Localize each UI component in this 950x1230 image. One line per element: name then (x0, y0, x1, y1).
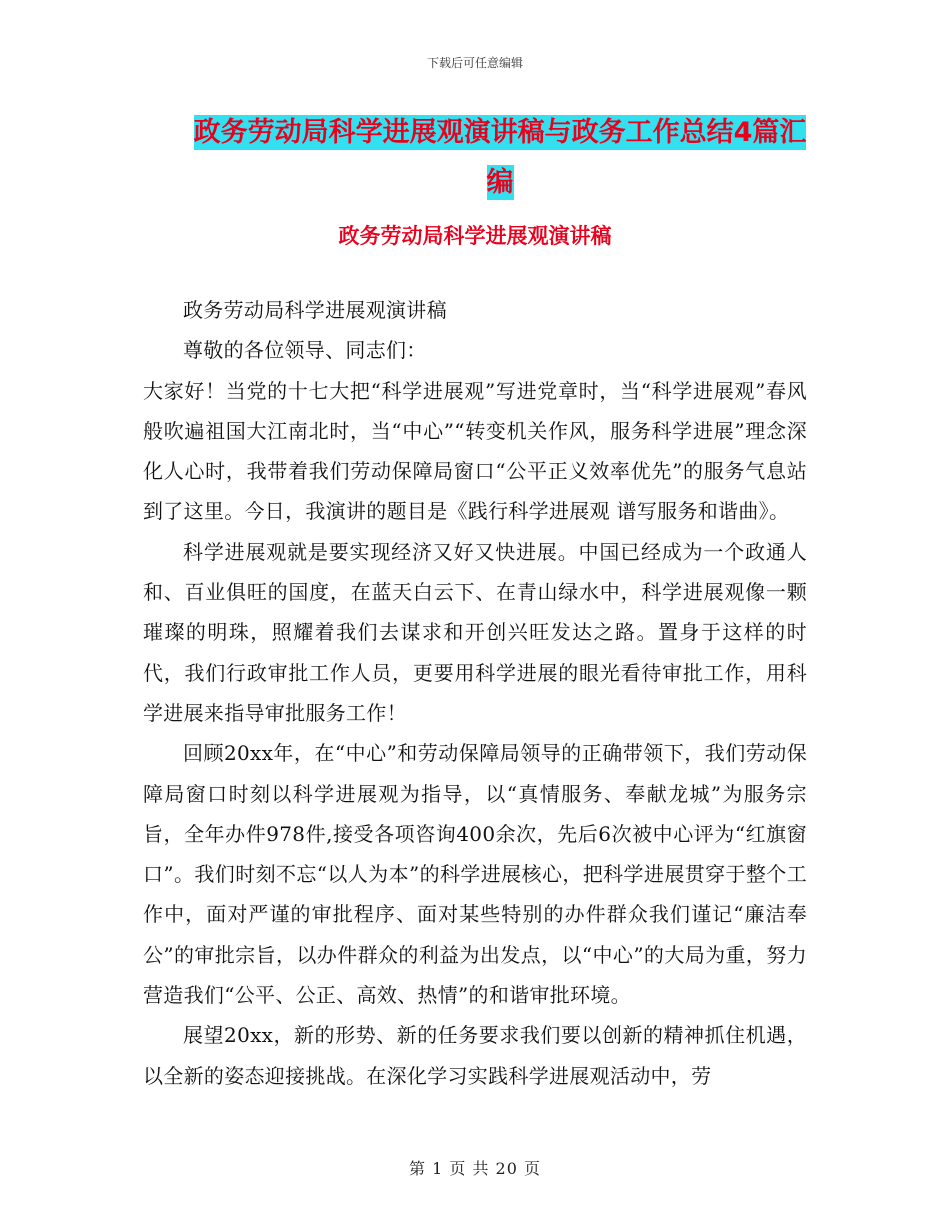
paragraph: 展望20xx，新的形势、新的任务要求我们要以创新的精神抓住机遇，以全新的姿态迎接挑战。在深化学习实践科学进展观活动中，劳 (143, 1023, 807, 1088)
paragraph: 回顾20xx年，在“中心”和劳动保障局领导的正确带领下，我们劳动保障局窗口时刻以科学进展观为指导，以“真情服务、奉献龙城”为服务宗旨，全年办件978件,接受各项咨询400余次，先后6次被中心评为“红旗窗口”。我们时刻不忘“以人为本”的科学进展核心，把科学进展贯穿于整个工作中，面对严谨的审批程序、面对某些特别的办件群众我们谨记“廉洁奉公”的审批宗旨，以办件群众的利益为出发点，以“中心”的大局为重，努力营造我们“公平、公正、高效、热情”的和谐审批环境。 (143, 741, 807, 1008)
document-title-text: 政务劳动局科学进展观演讲稿与政务工作总结4篇汇编 (193, 117, 807, 198)
header-note: 下载后可任意编辑 (426, 56, 523, 70)
paragraph-greeting: 大家好！当党的十七大把“科学进展观”写进党章时，当“科学进展观”春风般吹遍祖国大江南北时，当“中心”“转变机关作风，服务科学进展”理念深化人心时，我带着我们劳动保障局窗口“公平正义效率优先”的服务气息站到了这里。今日，我演讲的题目是《践行科学进展观 谱写服务和谐曲》。 (143, 378, 807, 524)
section-title: 政务劳动局科学进展观演讲稿 (338, 224, 612, 248)
paragraph-subtitle: 政务劳动局科学进展观演讲稿 (183, 298, 447, 322)
document-title (190, 108, 810, 208)
page-number: 第 1 页 共 20 页 (409, 1159, 541, 1178)
document-body (143, 290, 807, 1096)
paragraph: 科学进展观就是要实现经济又好又快进展。中国已经成为一个政通人和、百业俱旺的国度，在蓝天白云下、在青山绿水中，科学进展观像一颗璀璨的明珠，照耀着我们去谋求和开创兴旺发达之路。置身于这样的时代，我们行政审批工作人员，更要用科学进展的眼光看待审批工作，用科学进展来指导审批服务工作！ (143, 539, 807, 725)
paragraph-salutation: 尊敬的各位领导、同志们： (183, 338, 427, 363)
